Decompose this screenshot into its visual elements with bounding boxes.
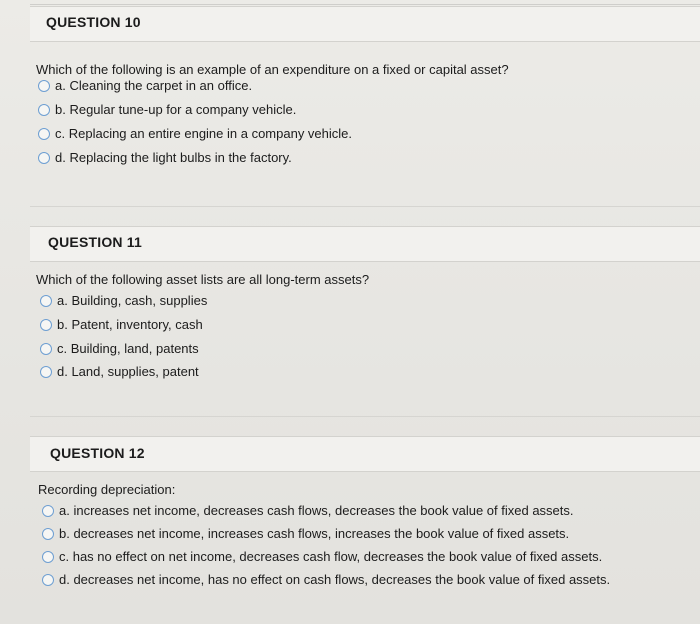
question-10-option-d[interactable]: [38, 150, 292, 165]
radio-icon[interactable]: [40, 343, 52, 355]
question-divider: [30, 206, 700, 207]
option-label: a. Cleaning the carpet in an office.: [55, 78, 253, 93]
question-10-text: Which of the following is an example of an expenditure on a fixed or capital asset?: [36, 62, 509, 77]
question-10-title: QUESTION 10: [46, 14, 141, 30]
option-label: c. has no effect on net income, decreases cash flow, decreases the book value of fixed assets.: [59, 549, 603, 564]
question-12-option-b[interactable]: [42, 526, 569, 541]
option-label: b. Regular tune-up for a company vehicle.: [55, 102, 297, 117]
radio-icon[interactable]: [38, 128, 50, 140]
question-12-option-a[interactable]: [42, 503, 574, 518]
question-12-option-c[interactable]: [42, 549, 602, 564]
option-label: c. Replacing an entire engine in a company vehicle.: [55, 126, 353, 141]
question-11-option-d[interactable]: [40, 364, 199, 379]
option-label: d. Land, supplies, patent: [57, 364, 199, 379]
question-12-title: QUESTION 12: [50, 445, 145, 461]
radio-icon[interactable]: [38, 152, 50, 164]
option-label: a. Building, cash, supplies: [57, 293, 208, 308]
question-10-option-a[interactable]: [38, 78, 252, 93]
question-11-option-c[interactable]: [40, 341, 199, 356]
option-label: d. Replacing the light bulbs in the factory.: [55, 150, 292, 165]
question-divider: [30, 416, 700, 417]
question-11-title: QUESTION 11: [48, 234, 143, 250]
question-11-text: Which of the following asset lists are all long-term assets?: [36, 272, 370, 287]
question-11-option-a[interactable]: [40, 293, 207, 308]
option-label: b. decreases net income, increases cash flows, increases the book value of fixed assets.: [59, 526, 570, 541]
question-12-option-d[interactable]: [42, 572, 610, 587]
radio-icon[interactable]: [38, 80, 50, 92]
option-label: b. Patent, inventory, cash: [57, 317, 203, 332]
option-label: a. increases net income, decreases cash flows, decreases the book value of fixed assets.: [59, 503, 574, 518]
radio-icon[interactable]: [42, 528, 54, 540]
question-10-option-c[interactable]: [38, 126, 352, 141]
radio-icon[interactable]: [38, 104, 50, 116]
radio-icon[interactable]: [42, 551, 54, 563]
option-label: d. decreases net income, has no effect on cash flows, decreases the book value of fixed assets.: [59, 572, 611, 587]
question-12-text: Recording depreciation:: [38, 482, 176, 497]
option-label: c. Building, land, patents: [57, 341, 199, 356]
question-10-option-b[interactable]: [38, 102, 296, 117]
question-11-option-b[interactable]: [40, 317, 203, 332]
top-divider: [30, 4, 700, 5]
radio-icon[interactable]: [40, 295, 52, 307]
radio-icon[interactable]: [42, 574, 54, 586]
radio-icon[interactable]: [42, 505, 54, 517]
radio-icon[interactable]: [40, 319, 52, 331]
radio-icon[interactable]: [40, 366, 52, 378]
